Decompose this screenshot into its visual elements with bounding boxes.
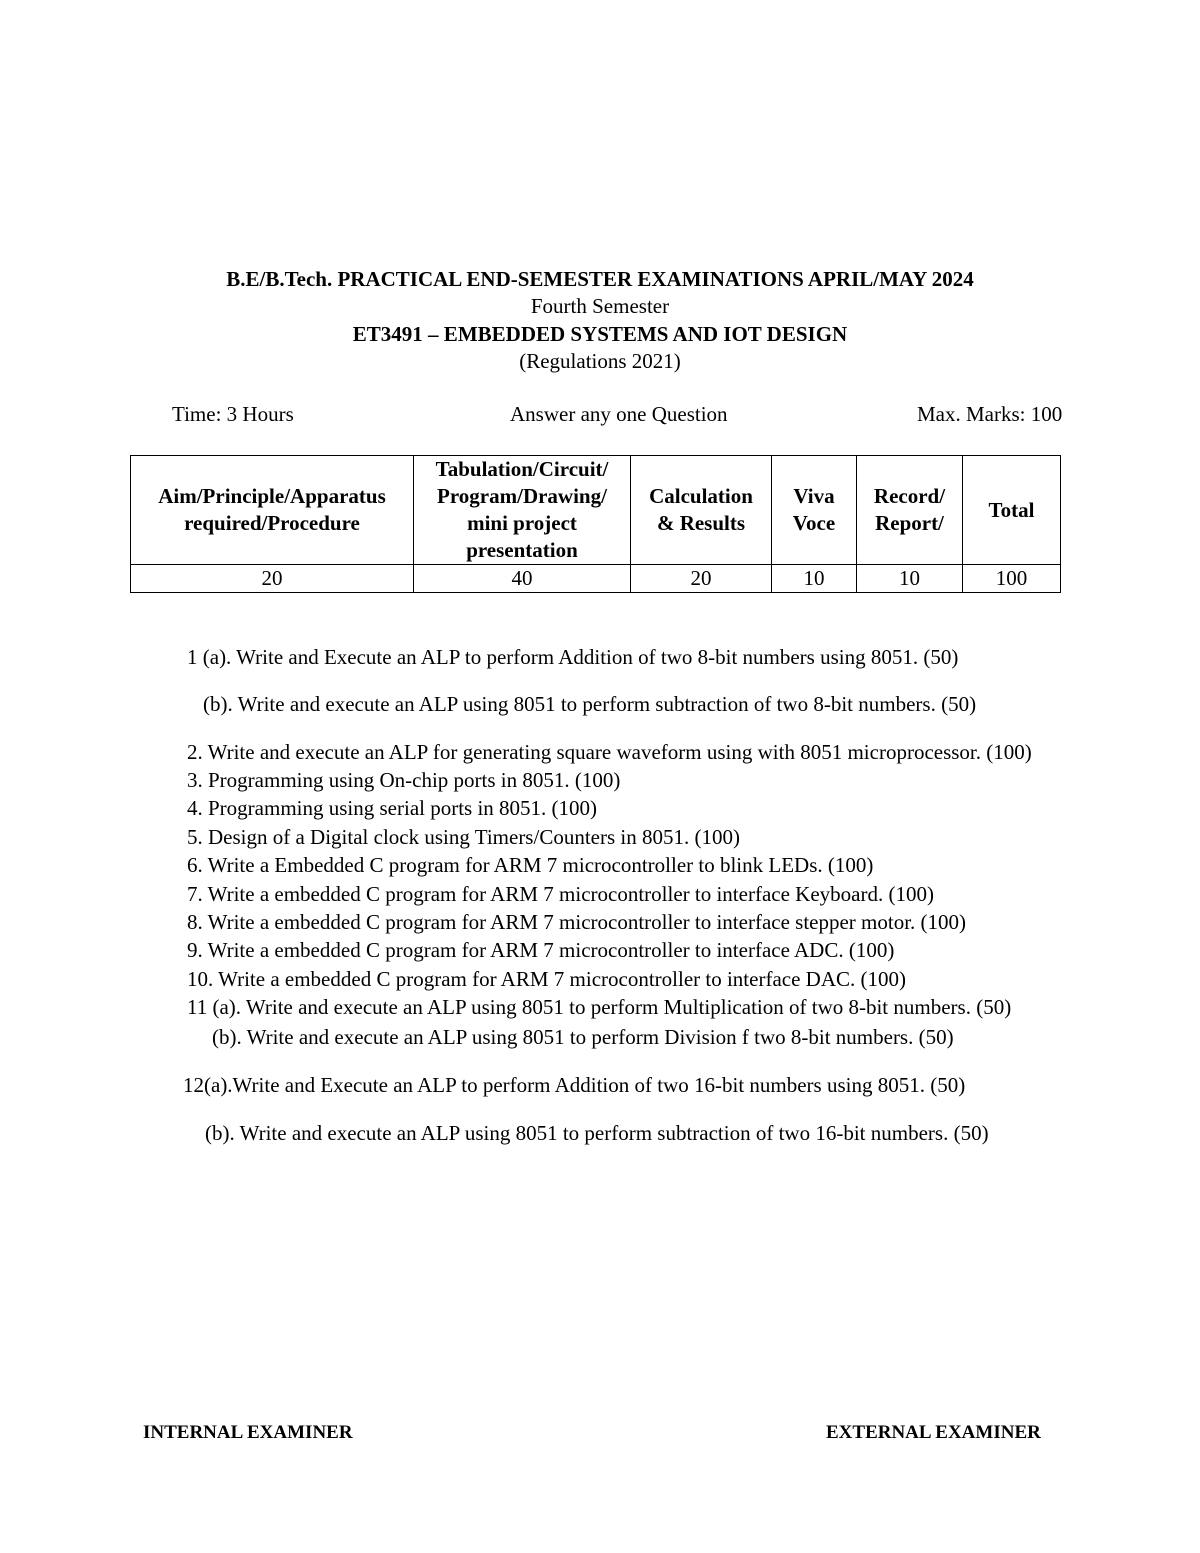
value-record: 10: [857, 565, 963, 593]
marks-header-row: [131, 456, 1061, 565]
question-2: 2. Write and execute an ALP for generating square waveform using with 8051 microprocessor. (100): [187, 740, 1032, 764]
question-7: 7. Write a embedded C program for ARM 7 microcontroller to interface Keyboard. (100): [187, 882, 934, 906]
question-1b: (b). Write and execute an ALP using 8051 to perform subtraction of two 8-bit numbers. (50): [203, 692, 977, 716]
question-10: 10. Write a embedded C program for ARM 7 microcontroller to interface DAC. (100): [187, 967, 906, 991]
external-examiner: EXTERNAL EXAMINER: [826, 1422, 1041, 1443]
course-title: ET3491 – EMBEDDED SYSTEMS AND IOT DESIGN: [352, 322, 848, 346]
header-record: Record/ Report/: [857, 456, 963, 565]
question-8: 8. Write a embedded C program for ARM 7 microcontroller to interface stepper motor. (100): [187, 910, 967, 934]
value-calculation: 20: [631, 565, 772, 593]
value-viva: 10: [772, 565, 857, 593]
value-aim: 20: [131, 565, 414, 593]
exam-title: B.E/B.Tech. PRACTICAL END-SEMESTER EXAMINATIONS APRIL/MAY 2024: [226, 267, 974, 291]
question-12b: (b). Write and execute an ALP using 8051 to perform subtraction of two 16-bit numbers. (50): [205, 1121, 989, 1145]
instruction: Answer any one Question: [510, 402, 728, 426]
question-6: 6. Write a Embedded C program for ARM 7 microcontroller to blink LEDs. (100): [187, 853, 874, 877]
marks-value-row: [131, 565, 1061, 593]
header-tabulation: Tabulation/Circuit/ Program/Drawing/ mini project presentation: [414, 456, 631, 565]
value-total: 100: [963, 565, 1061, 593]
max-marks: Max. Marks: 100: [917, 402, 1063, 426]
question-3: 3. Programming using On-chip ports in 8051. (100): [187, 768, 621, 792]
header-viva: Viva Voce: [772, 456, 857, 565]
question-9: 9. Write a embedded C program for ARM 7 microcontroller to interface ADC. (100): [187, 938, 895, 962]
regulations: (Regulations 2021): [519, 349, 681, 373]
header-total: Total: [963, 456, 1061, 565]
time-allowed: Time: 3 Hours: [172, 402, 294, 426]
question-5: 5. Design of a Digital clock using Timers/Counters in 8051. (100): [187, 825, 740, 849]
header-calculation: Calculation & Results: [631, 456, 772, 565]
semester: Fourth Semester: [530, 294, 670, 318]
header-aim: Aim/Principle/Apparatus required/Procedure: [131, 456, 414, 565]
marks-table: [130, 455, 1061, 593]
internal-examiner: INTERNAL EXAMINER: [143, 1422, 353, 1443]
question-11a: 11 (a). Write and execute an ALP using 8051 to perform Multiplication of two 8-bit numbers. (50): [187, 995, 1012, 1019]
question-11b: (b). Write and execute an ALP using 8051 to perform Division f two 8-bit numbers. (50): [212, 1025, 954, 1049]
question-12a: 12(a).Write and Execute an ALP to perform Addition of two 16-bit numbers using 8051. (50): [183, 1073, 966, 1097]
question-1a: 1 (a). Write and Execute an ALP to perform Addition of two 8-bit numbers using 8051. (50): [187, 645, 959, 669]
question-4: 4. Programming using serial ports in 8051. (100): [187, 796, 598, 820]
value-tabulation: 40: [414, 565, 631, 593]
